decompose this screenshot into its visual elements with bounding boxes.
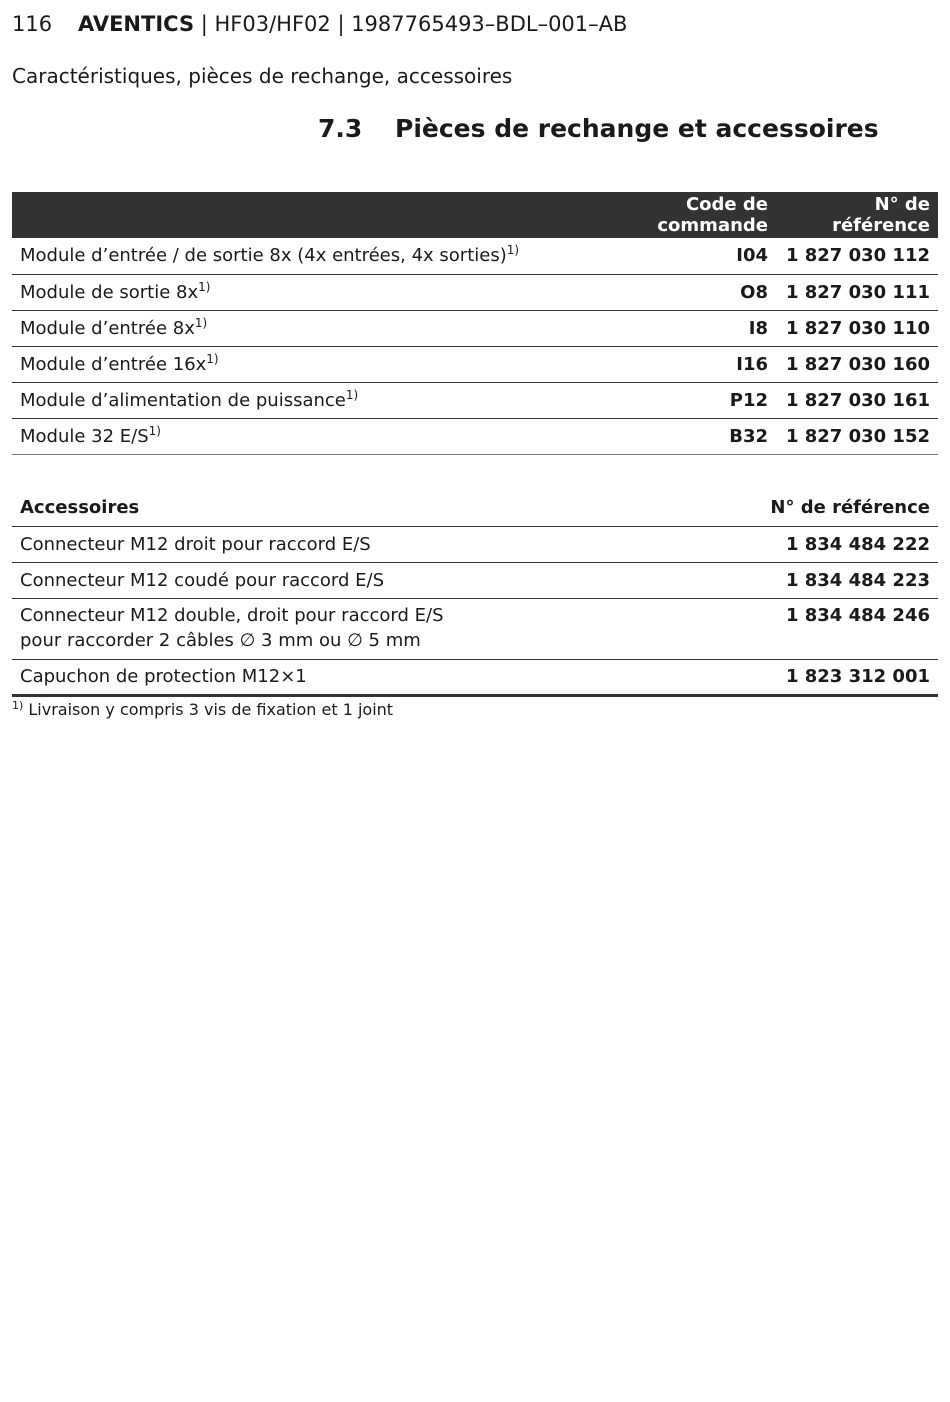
order-code: I8 (748, 317, 768, 339)
part-description (12, 418, 610, 454)
table-header-row (12, 192, 938, 238)
page-header (12, 12, 627, 36)
page-number: 116 (12, 12, 53, 36)
table-row (12, 382, 938, 418)
accessory-description (12, 659, 742, 695)
table-row (12, 562, 938, 598)
table-header-row (12, 490, 938, 526)
accessory-description-text: Connecteur M12 coudé pour raccord E/S (20, 569, 385, 591)
part-description-text: Module 32 E/S (20, 425, 149, 447)
order-code: B32 (729, 425, 768, 447)
accessory-description (12, 562, 742, 598)
footnote-text: Livraison y compris 3 vis de fixation et 1 joint (28, 700, 394, 719)
part-description (12, 346, 610, 382)
part-description (12, 310, 610, 346)
reference-number: 1 827 030 112 (785, 245, 930, 267)
table-row (12, 598, 938, 659)
footnote-ref: 1) (148, 423, 161, 438)
reference-number: 1 823 312 001 (785, 666, 930, 687)
reference-number: 1 834 484 222 (785, 533, 930, 555)
reference-number: 1 827 030 161 (785, 389, 930, 411)
footnote-ref: 1) (194, 315, 208, 330)
accessory-description (12, 598, 742, 659)
part-description-text: Module d’entrée 8x (20, 317, 195, 339)
footnote-ref: 1) (345, 387, 359, 402)
reference-number: 1 834 484 223 (785, 569, 930, 591)
table-row (12, 659, 938, 695)
document-info: | HF03/HF02 | 1987765493–BDL–001–AB (194, 12, 628, 36)
part-description-text: Module d’entrée / de sortie 8x (4x entrées, 4x sorties) (20, 245, 507, 267)
chapter-title: Caractéristiques, pièces de rechange, accessoires (12, 64, 513, 88)
table-row (12, 346, 938, 382)
description-header (12, 192, 610, 238)
accessory-description-text: Connecteur M12 droit pour raccord E/S (20, 533, 371, 555)
table-row (12, 238, 938, 274)
reference-header: N° de référence (770, 497, 930, 519)
section-number: 7.3 (318, 114, 363, 143)
accessory-description-line2: pour raccorder 2 câbles ∅ 3 mm ou ∅ 5 mm (20, 629, 421, 651)
reference-number: 1 834 484 246 (785, 604, 930, 626)
brand-name: AVENTICS (78, 12, 195, 36)
accessory-description (12, 526, 742, 562)
reference-number: 1 827 030 160 (785, 353, 930, 375)
accessories-header: Accessoires (20, 497, 140, 519)
part-description-text: Module d’alimentation de puissance (20, 389, 346, 411)
part-description-text: Module de sortie 8x (20, 281, 199, 303)
order-code: I04 (736, 245, 768, 267)
table-row (12, 418, 938, 454)
reference-number: 1 827 030 111 (785, 281, 930, 303)
reference-number: 1 827 030 110 (785, 317, 930, 339)
spare-parts-table (12, 192, 938, 455)
footnote-marker: 1) (12, 699, 24, 712)
reference-number: 1 827 030 152 (785, 425, 930, 447)
reference-header: N° de référence (832, 194, 930, 236)
accessory-description-text: Capuchon de protection M12×1 (20, 666, 307, 687)
order-code: O8 (740, 281, 768, 303)
table-row (12, 274, 938, 310)
order-code: P12 (729, 389, 768, 411)
part-description (12, 238, 610, 274)
footnote-ref: 1) (198, 279, 211, 294)
part-description-text: Module d’entrée 16x (20, 353, 207, 375)
accessory-description-text: Connecteur M12 double, droit pour raccord E/S (20, 604, 444, 626)
accessories-table (12, 490, 938, 697)
part-description (12, 274, 610, 310)
footnote-ref: 1) (506, 243, 520, 258)
table-row (12, 310, 938, 346)
table-row (12, 526, 938, 562)
section-heading (318, 114, 879, 143)
order-code-header: Code de commande (657, 194, 768, 236)
footnote (12, 700, 393, 719)
order-code: I16 (736, 353, 768, 375)
part-description (12, 382, 610, 418)
footnote-ref: 1) (206, 351, 219, 366)
section-title: Pièces de rechange et accessoires (395, 114, 879, 143)
